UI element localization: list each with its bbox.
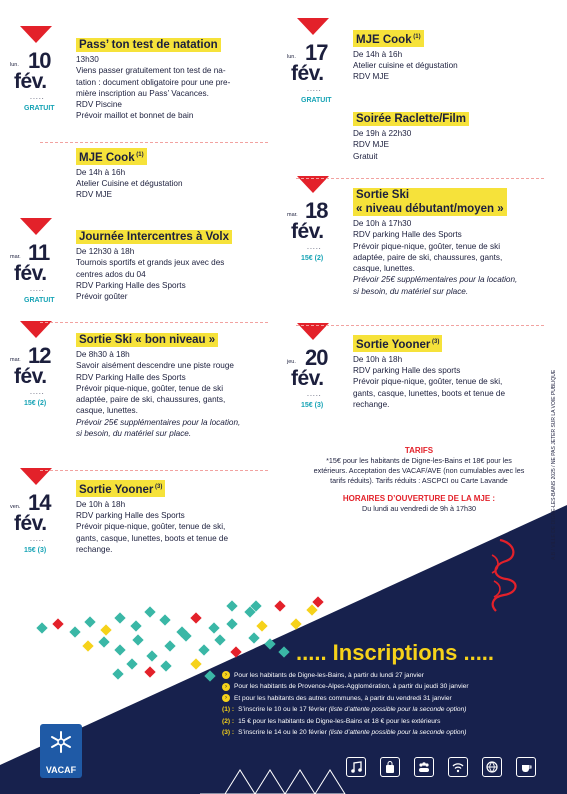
event-title: Pass’ ton test de natation (76, 38, 221, 52)
day-of-week: ven. (10, 504, 21, 510)
dashed-separator (296, 325, 544, 326)
day-of-week: mar. (10, 357, 21, 363)
confetti-diamond (226, 618, 237, 629)
confetti-diamond (278, 646, 289, 657)
inscription-note: (liste d’attente possible pour la seconde option) (328, 729, 467, 737)
inscription-item (222, 693, 469, 704)
event-block (353, 112, 543, 162)
event-detail: Atelier Cuisine et dégustation (76, 179, 183, 189)
event-detail: Prévoir 25€ supplémentaires pour la location, (76, 417, 241, 427)
vacaf-label: VACAF (45, 765, 77, 775)
confetti-diamond (290, 618, 301, 629)
red-triangle-marker (297, 18, 329, 35)
spiral-decoration (470, 535, 530, 615)
event-detail: adaptée, paire de ski, chaussures, gants, (353, 252, 503, 262)
confetti-diamond (198, 644, 209, 655)
event-detail: De 10h à 18h (353, 354, 403, 364)
event-block (76, 38, 268, 122)
hours-text: Du lundi au vendredi de 9h à 17h30 (362, 504, 476, 513)
footnote-ref: (3) (153, 484, 163, 490)
event-detail: Prévoir pique-nique, goûter, tenue de ski (76, 383, 224, 393)
confetti-diamond (274, 600, 285, 611)
event-block (76, 480, 268, 555)
event-detail: RDV Parking Halle des Sports (76, 280, 186, 290)
day-of-week: lun. (10, 62, 19, 68)
price-label: 15€ (3) (24, 547, 47, 554)
confetti-diamond (98, 636, 109, 647)
event-detail: RDV parking Halle des Sports (76, 511, 185, 521)
month-label: fév. (291, 220, 324, 243)
dots-divider: ..... (307, 391, 322, 398)
event-detail: Viens passer gratuitement ton test de na- (76, 66, 226, 76)
month-label: fév. (291, 367, 324, 390)
event-detail: RDV parking Halle des Sports (353, 230, 462, 240)
event-block (76, 148, 268, 201)
confetti-diamond (130, 620, 141, 631)
confetti-diamond (208, 622, 219, 633)
day-of-week: lun. (287, 54, 296, 60)
music-icon (346, 757, 366, 777)
event-detail: Prévoir 25€ supplémentaires pour la location, (353, 275, 518, 285)
confetti-diamond (264, 638, 275, 649)
event-detail: RDV Parking Halle des Sports (76, 372, 186, 382)
wifi-icon (448, 757, 468, 777)
event-detail: si besoin, du matériel sur place. (353, 286, 469, 296)
event-detail: Tournois sportifs et grands jeux avec des (76, 258, 225, 268)
hours-heading: HORAIRES D’OUVERTURE DE LA MJE : (342, 494, 496, 503)
dots-divider: ..... (30, 94, 45, 101)
dashed-separator (40, 470, 268, 471)
confetti-diamond (248, 632, 259, 643)
price-label: GRATUIT (24, 297, 55, 304)
vacaf-logo (40, 724, 82, 778)
event-detail: De 14h à 16h (76, 167, 126, 177)
dots-divider: ..... (307, 86, 322, 93)
day-number: 10 (28, 48, 51, 73)
price-label: GRATUIT (301, 97, 332, 104)
day-number: 12 (28, 343, 51, 368)
tarifs-line: extérieurs. Acceptation des VACAF/AVE (non cumulables avec les (313, 466, 525, 475)
event-detail: De 14h à 16h (353, 49, 403, 59)
confetti-diamond (164, 640, 175, 651)
month-label: fév. (14, 262, 47, 285)
confetti-diamond (52, 618, 63, 629)
inscription-marker: › (222, 694, 230, 702)
inscription-item (222, 704, 469, 715)
event-detail: De 10h à 18h (76, 499, 126, 509)
event-detail: De 19h à 22h30 (353, 129, 412, 138)
shop-bag-icon (380, 757, 400, 777)
event-title: Sortie Yooner $^{(3)}$ (353, 335, 442, 352)
event-title: Soirée Raclette/Film (353, 112, 469, 126)
red-triangle-marker (20, 218, 52, 235)
event-detail: RDV MJE (353, 72, 389, 82)
month-label: fév. (291, 62, 324, 85)
inscriptions-title: ..... Inscriptions ..... (296, 640, 495, 665)
price-label: GRATUIT (24, 105, 55, 112)
inscription-marker: › (222, 671, 230, 679)
confetti-diamond (112, 668, 123, 679)
event-detail: mière inscription au Pass’ Vacances. (76, 88, 209, 98)
event-detail: De 12h30 à 18h (76, 247, 135, 256)
confetti-diamond (159, 614, 170, 625)
inscription-text: S’inscrire le 14 ou le 20 février (238, 729, 329, 737)
dots-divider: ..... (307, 244, 322, 251)
price-label: 15€ (3) (301, 402, 324, 409)
event-block (353, 335, 543, 410)
confetti-diamond (82, 640, 93, 651)
tarifs-block (296, 446, 542, 514)
event-block (76, 230, 268, 302)
confetti-diamond (146, 650, 157, 661)
event-detail: si besoin, du matériel sur place. (76, 429, 192, 439)
event-detail: Prévoir maillot et bonnet de bain (76, 111, 194, 121)
event-detail: rechange. (353, 400, 390, 410)
event-detail: 13h30 (76, 55, 99, 64)
tarifs-heading: TARIFS (404, 446, 434, 455)
event-title: MJE Cook $^{(1)}$ (76, 148, 147, 165)
confetti-diamond (126, 658, 137, 669)
confetti-diamond (100, 624, 111, 635)
tarifs-line: *15€ pour les habitants de Digne-les-Bains et 18€ pour les (326, 456, 512, 465)
event-detail: Prévoir pique-nique, goûter, tenue de ski (353, 241, 501, 251)
event-detail: tation : document obligatoire pour une pre- (76, 77, 231, 87)
event-title: Sortie Ski « niveau débutant/moyen » (353, 188, 507, 216)
event-detail: RDV MJE (353, 140, 389, 150)
month-label: fév. (14, 365, 47, 388)
inscription-note: (liste d’attente possible pour la seconde option) (328, 706, 467, 714)
day-number: 18 (305, 198, 328, 223)
event-detail: Prévoir pique-nique, goûter, tenue de ski, (76, 522, 226, 532)
event-detail: casque, lunettes. (353, 264, 415, 274)
confetti-diamond (204, 670, 215, 681)
inscriptions-list (222, 670, 469, 738)
group-icon (414, 757, 434, 777)
dots-divider: ..... (30, 389, 45, 396)
inscription-marker: › (222, 683, 230, 691)
inscription-item (222, 716, 469, 727)
event-block (353, 188, 543, 297)
inscription-item (222, 727, 469, 738)
day-number: 14 (28, 490, 51, 515)
confetti-diamond (36, 622, 47, 633)
dots-divider: ..... (30, 536, 45, 543)
event-detail: Savoir aisément descendre une piste rouge (76, 361, 234, 371)
price-label: 15€ (2) (24, 400, 47, 407)
event-title: Journée Intercentres à Volx (76, 230, 232, 244)
day-number: 11 (28, 240, 50, 265)
confetti-diamond (214, 634, 225, 645)
snowflake-people-icon (49, 730, 73, 754)
event-detail: Prévoir goûter (76, 292, 128, 302)
event-detail: gants, casque, lunettes, boots et tenue de (353, 388, 506, 398)
inscription-item (222, 681, 469, 692)
dashed-separator (296, 178, 544, 179)
event-detail: rechange. (76, 545, 113, 555)
event-block (76, 333, 268, 439)
event-title: Sortie Yooner $^{(3)}$ (76, 480, 165, 497)
price-label: 15€ (2) (301, 255, 324, 262)
dashed-separator (40, 322, 268, 323)
inscription-text: Pour les habitants de Provence-Alpes-Agglomération, à partir du jeudi 30 janvier (234, 683, 469, 691)
event-detail: De 10h à 17h30 (353, 219, 412, 228)
footnote-ref: (1) (411, 34, 421, 40)
event-detail: gants, casque, lunettes, boots et tenue de (76, 533, 229, 543)
confetti-diamond (69, 626, 80, 637)
confetti-diamond (190, 658, 201, 669)
inscription-marker: (3) : (222, 729, 235, 737)
confetti-diamond (230, 646, 241, 657)
inscription-text: Pour les habitants de Digne-les-Bains, à partir du lundi 27 janvier (234, 672, 424, 679)
tarifs-line: tarifs réduits). Tarifs réduits : ASCPCI ou Carte Lavande (330, 476, 508, 485)
event-title: MJE Cook $^{(1)}$ (353, 30, 424, 47)
confetti-diamond (84, 616, 95, 627)
confetti-diamond (144, 606, 155, 617)
confetti-diamond (132, 634, 143, 645)
footnote-ref: (3) (430, 339, 440, 345)
red-triangle-marker (20, 26, 52, 43)
confetti-diamond (312, 596, 323, 607)
day-number: 17 (305, 40, 328, 65)
inscription-marker: (2) : (222, 717, 235, 725)
footnote-ref: (1) (134, 152, 144, 158)
cup-icon (516, 757, 536, 777)
vertical-credit: A.B / VILLE DE DIGNE-LES-BAINS 2025 / NE PAS JETER SUR LA VOIE PUBLIQUE (551, 369, 557, 560)
confetti-diamond (114, 644, 125, 655)
month-label: fév. (14, 70, 47, 93)
inscription-item (222, 670, 469, 681)
event-detail: centres ados du 04 (76, 269, 146, 279)
event-detail: RDV parking Halle des sports (353, 366, 461, 376)
event-detail: RDV Piscine (76, 100, 122, 110)
event-title: Sortie Ski « bon niveau » (76, 333, 218, 347)
inscription-text: S’inscrire le 10 ou le 17 février (238, 706, 329, 714)
event-block (353, 30, 543, 83)
event-detail: De 8h30 à 18h (76, 350, 130, 359)
day-number: 20 (305, 345, 328, 370)
event-detail: adaptée, paire de ski, chaussures, gants, (76, 395, 226, 405)
confetti-diamond (226, 600, 237, 611)
dashed-separator (40, 142, 268, 143)
confetti-diamond (190, 612, 201, 623)
day-of-week: mar. (10, 254, 21, 260)
confetti-diamond (114, 612, 125, 623)
day-of-week: jeu. (287, 359, 296, 365)
month-label: fév. (14, 512, 47, 535)
event-detail: RDV MJE (76, 190, 112, 200)
inscription-marker: (1) : (222, 706, 235, 714)
event-detail: Prévoir pique-nique, goûter, tenue de ski, (353, 377, 503, 387)
day-of-week: mar. (287, 212, 298, 218)
globe-icon (482, 757, 502, 777)
confetti-diamond (160, 660, 171, 671)
dots-divider: ..... (30, 286, 45, 293)
inscription-text: 15 € pour les habitants de Digne-les-Bains et 18 € pour les extérieurs (238, 717, 441, 725)
event-detail: Gratuit (353, 151, 378, 161)
inscription-text: Et pour les habitants des autres communes, à partir du vendredi 31 janvier (234, 694, 452, 702)
confetti-diamond (144, 666, 155, 677)
red-triangle-marker (20, 321, 52, 338)
confetti-diamond (306, 604, 317, 615)
confetti-diamond (256, 620, 267, 631)
event-detail: Atelier cuisine et dégustation (353, 61, 458, 71)
event-detail: casque, lunettes. (76, 406, 138, 416)
